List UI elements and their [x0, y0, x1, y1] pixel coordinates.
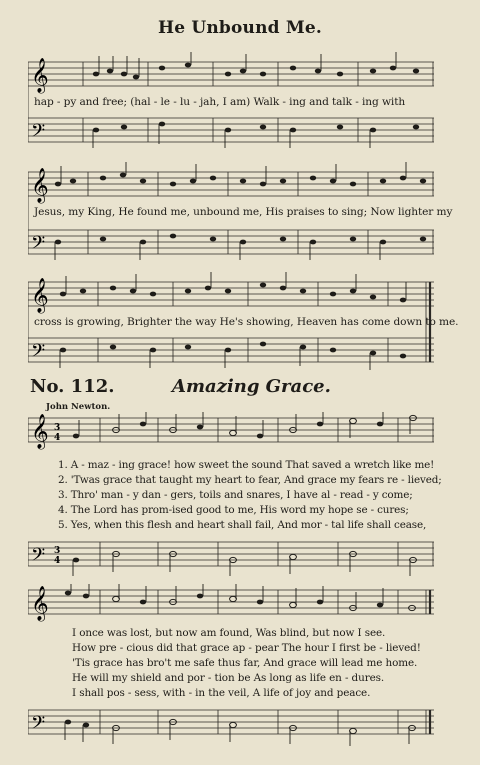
verse-4-line-2: He will my shield and por - tion be As long as life en - dures. — [72, 672, 385, 684]
verse-3-line-1: 3. Thro' man - y dan - gers, toils and snares, I have al - read - y come; — [58, 489, 413, 501]
svg-text:𝄢: 𝄢 — [31, 233, 46, 258]
lyric-line-3: cross is growing, Brighter the way He's showing, Heaven has come down to me. — [34, 316, 459, 328]
verse-3-line-2: 'Tis grace has bro't me safe thus far, And grace will lead me home. — [72, 657, 418, 669]
svg-text:4: 4 — [54, 556, 61, 566]
svg-text:𝄢: 𝄢 — [31, 713, 46, 738]
lyric-line-2: Jesus, my King, He found me, unbound me, His praises to sing; Now lighter my — [34, 206, 453, 218]
lyric-line-1: hap - py and free; (hal - le - lu - jah, I am) Walk - ing and talk - ing with — [34, 96, 406, 108]
hymn-title-2: Amazing Grace. — [172, 376, 331, 397]
svg-text:𝄞: 𝄞 — [31, 414, 49, 449]
svg-text:𝄞: 𝄞 — [31, 58, 49, 93]
verse-1-line-2: I once was lost, but now am found, Was blind, but now I see. — [72, 627, 386, 639]
verse-4-line-1: 4. The Lord has prom-ised good to me, His word my hope se - cures; — [58, 504, 409, 516]
verse-5-line-1: 5. Yes, when this flesh and heart shall fail, And mor - tal life shall cease, — [58, 519, 427, 531]
verse-2-line-1: 2. 'Twas grace that taught my heart to fear, And grace my fears re - lieved; — [58, 474, 442, 486]
hymn-title: He Unbound Me. — [157, 18, 323, 38]
svg-text:𝄢: 𝄢 — [31, 545, 46, 570]
music-system-5-treble — [28, 584, 434, 624]
svg-text:𝄢: 𝄢 — [31, 121, 46, 146]
svg-text:3: 3 — [54, 546, 61, 556]
music-system-4-bass — [28, 534, 434, 578]
verse-2-line-2: How pre - cious did that grace ap - pear The hour I first be - lieved! — [72, 642, 421, 654]
verse-1-line-1: 1. A - maz - ing grace! how sweet the sound That saved a wretch like me! — [58, 459, 435, 471]
svg-text:3: 3 — [54, 423, 61, 433]
svg-text:𝄢: 𝄢 — [31, 341, 46, 366]
svg-text:𝄞: 𝄞 — [31, 278, 49, 313]
hymn-number: No. 112. — [30, 376, 115, 397]
svg-text:4: 4 — [54, 433, 61, 443]
music-system-4-treble — [28, 412, 434, 452]
music-system-5-bass — [28, 702, 434, 746]
svg-text:𝄞: 𝄞 — [31, 586, 49, 621]
svg-text:𝄞: 𝄞 — [31, 168, 49, 203]
verse-5-line-2: I shall pos - sess, with - in the veil, A life of joy and peace. — [72, 687, 371, 699]
hymn-author: John Newton. — [46, 402, 111, 412]
